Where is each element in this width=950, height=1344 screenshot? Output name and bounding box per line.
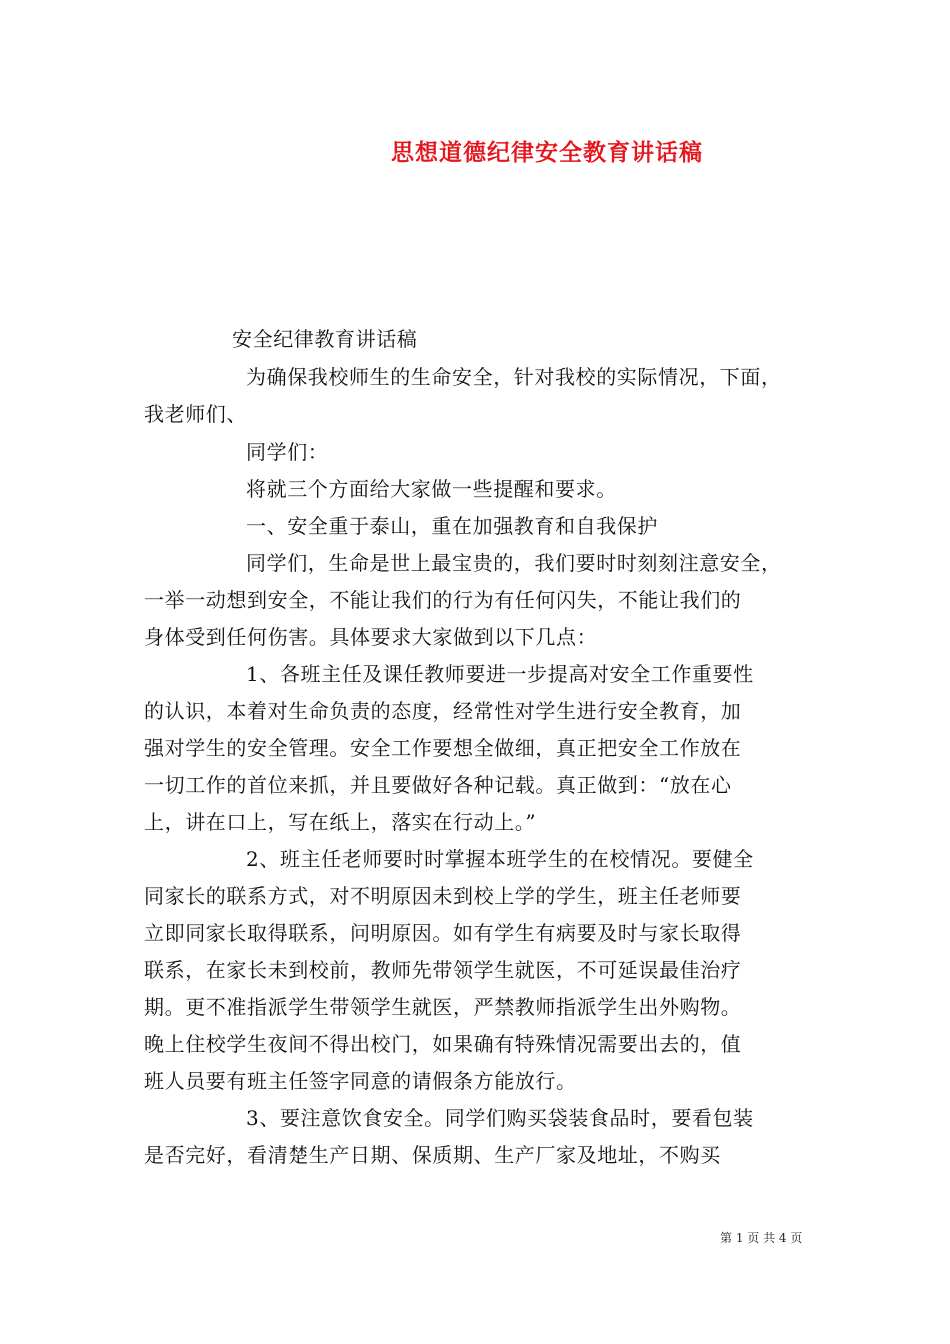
section-heading: 一、安全重于泰山，重在加强教育和自我保护 (246, 514, 658, 538)
paragraph-line: 是否完好，看清楚生产日期、保质期、生产厂家及地址，不购买 (144, 1143, 721, 1167)
paragraph-line: 联系，在家长未到校前，教师先带领学生就医，不可延误最佳治疗 (144, 958, 742, 982)
paragraph-line: 同学们，生命是世上最宝贵的，我们要时时刻刻注意安全， (246, 551, 782, 575)
document-subtitle: 安全纪律教育讲话稿 (232, 327, 418, 351)
paragraph-line: 的认识，本着对生命负责的态度，经常性对学生进行安全教育，加 (144, 699, 742, 723)
paragraph-line: 身体受到任何伤害。具体要求大家做到以下几点： (144, 625, 598, 649)
paragraph-line: 一切工作的首位来抓，并且要做好各种记载。真正做到：“放在心 (144, 773, 732, 797)
paragraph-line: 强对学生的安全管理。安全工作要想全做细，真正把安全工作放在 (144, 736, 742, 760)
paragraph-line: 3、要注意饮食安全。同学们购买袋装食品时，要看包装 (246, 1106, 754, 1130)
page-title: 思想道德纪律安全教育讲话稿 (391, 139, 703, 166)
paragraph-line: 上，讲在口上，写在纸上，落实在行动上。” (144, 810, 537, 834)
paragraph-line: 期。更不准指派学生带领学生就医，严禁教师指派学生出外购物。 (144, 995, 742, 1019)
paragraph-line: 一举一动想到安全，不能让我们的行为有任何闪失，不能让我们的 (144, 588, 742, 612)
page-number: 第 1 页 共 4 页 (720, 1231, 803, 1245)
paragraph-line: 晚上住校学生夜间不得出校门，如果确有特殊情况需要出去的，值 (144, 1032, 742, 1056)
paragraph-line: 班人员要有班主任签字同意的请假条方能放行。 (144, 1069, 577, 1093)
paragraph-line: 将就三个方面给大家做一些提醒和要求。 (246, 477, 617, 501)
paragraph-line: 1、各班主任及课任教师要进一步提高对安全工作重要性 (246, 662, 754, 686)
paragraph-line: 2、班主任老师要时时掌握本班学生的在校情况。要健全 (246, 847, 754, 871)
paragraph-line: 同家长的联系方式，对不明原因未到校上学的学生，班主任老师要 (144, 884, 742, 908)
paragraph-line: 我老师们、 (144, 402, 247, 426)
paragraph-line: 同学们： (246, 440, 329, 464)
paragraph-line: 为确保我校师生的生命安全，针对我校的实际情况，下面， (246, 365, 782, 389)
paragraph-line: 立即同家长取得联系，问明原因。如有学生有病要及时与家长取得 (144, 921, 742, 945)
